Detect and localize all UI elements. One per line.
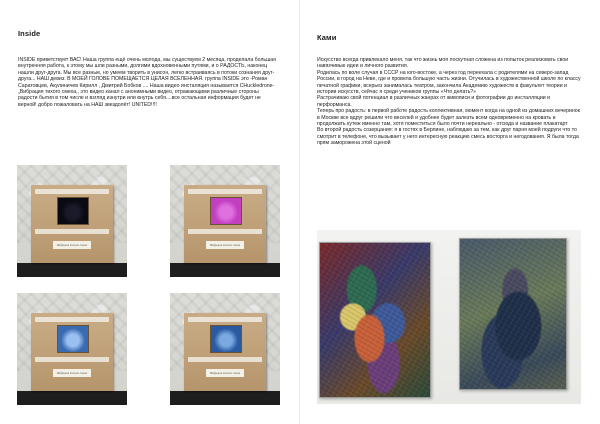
right-page-text xyxy=(317,57,583,147)
installation-photo-3 xyxy=(17,293,127,405)
bio-paragraph-3: Растрачиваю свой потенциал в различных жанрах от живописи и фотографии до инсталляции и перформанса. xyxy=(317,95,551,108)
screen-3 xyxy=(57,325,89,353)
installation-label-3: Вибрация тихого смеха xyxy=(53,369,91,377)
left-page-paragraph xyxy=(18,57,276,108)
bio-paragraph-2: Родилась по воле случая в СССР на юго-востоке, а через год переехала с родителями на северо-запад России, в город на Неве, где и провела большую часть жизни. Отучилась в художественной школе по классу печатной графики, всерьез занималась театром, закончила Академию художеств в факультет теории и истории искусств, сейчас я среди учеников группы «Что делать?» xyxy=(317,69,581,96)
installation-photo-2 xyxy=(170,165,280,277)
installation-label-4: Вибрация тихого смеха xyxy=(206,369,244,377)
installation-label-2: Вибрация тихого смеха xyxy=(206,241,244,249)
installation-photo-4 xyxy=(170,293,280,405)
joy-paragraph-2: Во второй радость созерцания: я в гостях в Берлине, наблюдаю за тем, как друг парня моей подруги что то смотрит в телефоне, что вызывает у него интересную реакцию смесь восторга и негодования. Я была тогда прям заморожена этой сценой xyxy=(317,127,579,147)
joy-paragraph-1: Теперь про радость: в первой работе радость коллективная, момент когда на одной из домашних вечеринок в Москве все вдруг решили что веселей и удобнее будет залезть всем одновременно на кровать и продолжать кутеж именно там, хотя поместиться было почти нереально - отсюда и название плакатарт xyxy=(317,108,580,128)
right-page-title: Ками xyxy=(317,33,337,42)
painting-party-on-bed xyxy=(319,242,431,398)
paintings-photo xyxy=(317,230,581,404)
bio-paragraph-1: Искусство всегда привлекало меня, так что жизнь моя лоскутная сложена из попыток реализовать свои навязчивые идеи и личного развития. xyxy=(317,57,569,70)
installation-label-1: Вибрация тихого смеха xyxy=(53,241,91,249)
left-page-title: Inside xyxy=(18,29,41,38)
inside-description: INSIDE приветствует ВАС! Наша группа ещё очень молода, мы существуем 2 месяца, проделала большая внутренняя работа, к этому мы шли разными, долгими вдохновенными путями, и о РАДОСТЬ, наконец нашли друг-друга. Мы все разные, но умеем творить в унисон, легко встраиваясь в потоки сознания друг-друга... НАШ девиз: В МОЕЙ ГОЛОВЕ ПОМЕЩАЕТСЯ ЦЕЛАЯ ВСЕЛЕННАЯ. группа INSIDE это -Роман Саратовцев, Акулиничев Кирилл , Дмитрий Бобков .... Наша видео инсталяция называется СНuckledrone- „Вибрация тихого смеха,, это видео канал с анонимными видео, отражающими различные стороны радости бытия в том числе и взгляд изнутри или внутрь себя....все остальная информация будет не верной! добро пожаловать на НАШ звездолёт! UNITED!!!! xyxy=(18,57,276,108)
painting-man-with-phone xyxy=(459,238,567,390)
screen-1 xyxy=(57,197,89,225)
screen-2 xyxy=(210,197,242,225)
installation-photo-1 xyxy=(17,165,127,277)
screen-4 xyxy=(210,325,242,353)
right-page xyxy=(300,0,600,424)
